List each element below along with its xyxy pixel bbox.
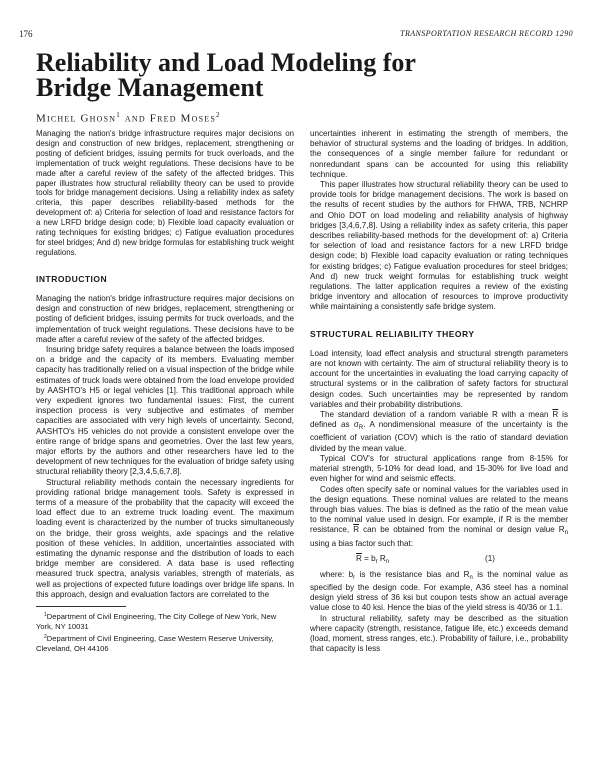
eq-lhs: $\overline{R}$	[356, 553, 362, 563]
eq-b-sub: r	[375, 558, 378, 565]
author-joiner: and	[124, 112, 146, 125]
right-paragraph-2: This paper illustrates how structural reliability theory can be used to provide tools for bridge management decisions. The work is based on the results of recent studies by the authors for FHWA, TRB, NCHRP and Ohio DOT on load modeling and reliability analysis of highway bridges [3,4,6,7,8]. Using a reliability index as safety criteria, this paper describes reliability-based methods for the development of: a) Criteria for selection of load and resistance factors for a new LRFD bridge design code; b) Flexible load capacity evaluation or rating techniques for existing bridges; c) Fatigue evaluation procedures for steel bridges; And d) new truck weight formulas for establishing truck weight regulations. The latter application requires a review of the existing bridge inventory and allocation of resources to improve productivity while maintaining a consistently safe bridge system.	[310, 180, 568, 312]
right-paragraph-7	[310, 570, 568, 614]
p7-text-a: where: b	[320, 569, 354, 579]
right-paragraph-1: uncertainties inherent in estimating the strength of members, the behavior of structural systems and the loading of bridges. In addition, the consequences of a single member failure for redundant or nonredundant spans can be accounted for using this reliability technique.	[310, 129, 568, 179]
intro-paragraph-3: Structural reliability methods contain the necessary ingredients for providing rational bridge management tools. Safety is expressed in terms of a measure of the probability that the capacity will exceed the load effect due to an extreme truck loading event. The maximum loading event is characterized by the number of trucks simultaneously on the bridge, their gross weights, axle spacings and the relative position of these vehicles. In addition, uncertainties associated with estimating the dynamic response and the distribution of loads to each bridge member are considered. A data base is used reflecting measured truck spectra, analysis variables, strength of materials, as well as projections of expected future loadings over bridge life spans. In this approach, design and evaluation factors are correlated to the	[36, 477, 294, 599]
p4-text-c: . A nondimensional measure of the uncertainty is the coefficient of variation (COV) which is the ratio of standard deviation divided by the mean value.	[310, 420, 569, 453]
author-1: Michel Ghosn	[36, 112, 117, 125]
right-paragraph-8: In structural reliability, safety may be described as the situation where capacity (strength, resistance, fatigue life, etc.) exceeds demand (load, moment, stress ranges, etc.). Probability of failure, i.e., probability that capacity is less	[310, 613, 568, 654]
p4-text-b: is defined as	[310, 410, 569, 430]
r-bar-symbol-2: $\overline{R}$	[353, 525, 360, 535]
footnote-2-mark: 2	[44, 634, 47, 641]
footnote-rule	[36, 606, 126, 607]
equation-1	[310, 554, 568, 565]
right-paragraph-3: Load intensity, load effect analysis and structural strength parameters are not known with certainty. The aim of structural reliability theory is to account for the uncertainties in evaluating the load carrying capacity of structural systems or in the calibration of safety factors for structural design codes. Such uncertainties may be represented by random variables and their probability distributions.	[310, 348, 568, 409]
rn-subscript: n	[564, 530, 568, 537]
p4-text-a: The standard deviation of a random variable R with a mean	[320, 410, 549, 420]
author-1-mark: 1	[116, 111, 121, 119]
paper-title	[36, 50, 556, 100]
eq-rn: R	[377, 553, 386, 563]
p6-text-a: Codes often specify safe or nominal values for the variables used in the design equations. These nominal values are related to the means through bias values. The bias is defined as the ratio of the mean value to the nominal value used in design. For example, if R is the member resistance,	[310, 484, 568, 535]
intro-heading: INTRODUCTION	[36, 273, 108, 284]
footnote-1-text: Department of Civil Engineering, The City College of New York, New York, NY 10031	[36, 612, 277, 631]
eq-mid: = b	[361, 553, 376, 563]
author-2-mark: 2	[215, 111, 221, 119]
p7-text-c: is the nominal value as specified by the design code. For example, A36 steel has a nominal design yield stress of 36 ksi but coupon tests show an actual average value close to 40 ksi. Hence the bias of the yield stress is 40/36 or 1.1.	[310, 569, 568, 613]
author-2: Fred Moses	[149, 112, 216, 125]
footnote-2-text: Department of Civil Engineering, Case Western Reserve University, Cleveland, OH 44106	[36, 634, 274, 653]
author-line	[36, 111, 221, 125]
title-line-2: Bridge Management	[36, 73, 264, 102]
p6-text-c: using a bias factor such that:	[310, 538, 414, 548]
right-paragraph-5: Typical COV's for structural applications range from 8-15% for material strength, 5-10% for dead load, and 15-30% for live load and even higher for wind and seismic effects.	[310, 453, 568, 484]
p6-text-b: can be obtained from the nominal or design value	[363, 525, 555, 535]
p7-sub-2: n	[469, 574, 473, 581]
abstract: Managing the nation's bridge infrastructure requires major decisions on design and construction of new bridges, replacement, strengthening or posting of deficient bridges, issuing permits for truck overloads, and the implementation of truck weight regulations. These decisions have to be made after a careful review of the safety of the affected bridges. This paper illustrates how structural reliability theory can be used to provide tools for bridge management decisions. Using a reliability index as safety criteria, this paper describes reliability-based methods for the development of: a) Criteria for selection of load and resistance factors for a new LRFD bridge design code; b) Flexible load capacity evaluation or rating techniques for existing bridges; c) Fatigue evaluation procedures for steel bridges; And d) new bridge formulas for establishing truck weight regulations.	[36, 129, 294, 257]
footnote-2	[36, 633, 294, 653]
rn-symbol: R	[558, 525, 565, 535]
sigma-symbol: σ	[353, 420, 359, 430]
r-bar-symbol: $\overline{R}$	[552, 410, 559, 420]
intro-paragraph-1: Managing the nation's bridge infrastructure requires major decisions on design and construction of new bridges, replacement, strengthening or posting of deficient bridges, issuing permits for truck overloads, and the implementation of truck weight regulations. These decisions have to be made after a careful review of the safety of the affected bridges.	[36, 293, 294, 344]
p7-text-b: is the resistance bias and R	[359, 569, 470, 579]
right-paragraph-6	[310, 485, 568, 549]
reliability-heading: STRUCTURAL RELIABILITY THEORY	[310, 328, 475, 339]
equation-expression	[356, 554, 389, 567]
footnote-1	[36, 611, 294, 631]
title-line-1: Reliability and Load Modeling for	[36, 48, 416, 77]
eq-rn-sub: n	[385, 558, 390, 565]
page-number: 176	[19, 29, 33, 39]
sigma-subscript: R	[358, 425, 364, 432]
footnote-1-mark: 1	[44, 612, 47, 619]
equation-number: (1)	[485, 553, 495, 563]
p7-sub: r	[353, 574, 356, 581]
right-paragraph-4	[310, 410, 568, 454]
journal-header: TRANSPORTATION RESEARCH RECORD 1290	[400, 29, 573, 38]
left-column	[36, 129, 294, 655]
right-column	[310, 129, 568, 654]
intro-paragraph-2: Insuring bridge safety requires a balance between the loads imposed on a bridge and the capacity of its members. Evaluating member capacity has traditionally relied on a visual inspection of the bridge while estimates of truck loads were obtained from the load envelope provided by AASHTO's H5 or legal vehicles [1]. This traditional approach while very expedient ignores two fundamental issues: First, the current inspection process is very subjective and estimates of member capacities are associated with very high levels of uncertainty. Second, AASHTO's H5 vehicles do not provide a consistent envelope over the entire range of bridge spans and geometries. Over the last few years, major efforts by the authors and other researchers have led to the development of new techniques for the evaluation of bridge safety using structural reliability theory [2,3,4,5,6,7,8].	[36, 345, 294, 477]
